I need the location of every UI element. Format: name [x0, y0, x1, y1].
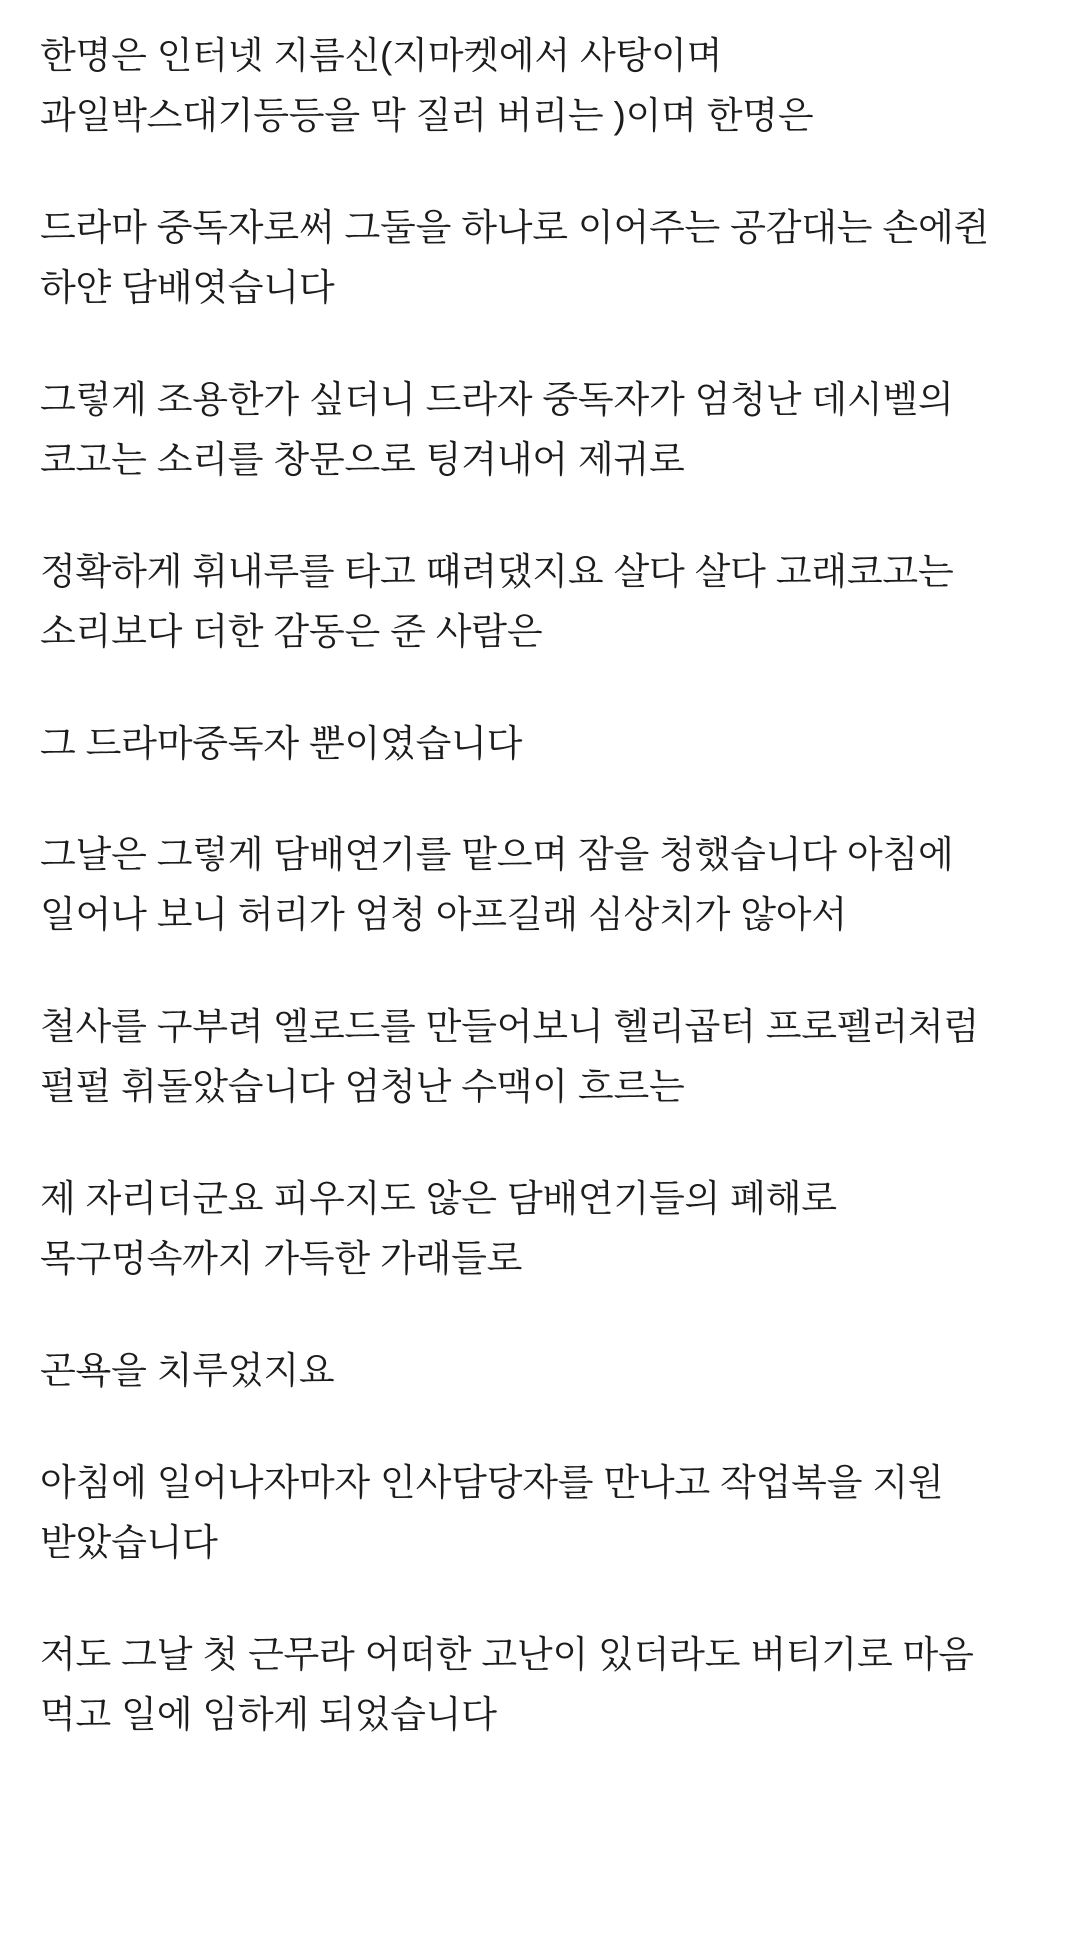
paragraph: 곤욕을 치루었지요 [40, 1350, 335, 1392]
paragraph: 그날은 그렇게 담배연기를 맡으며 잠을 청했습니다 아침에 일어나 보니 허리가 엄청 아프길래 심상치가 않아서 [40, 834, 964, 936]
paragraph: 드라마 중독자로써 그둘을 하나로 이어주는 공감대는 손에쥔 하얀 담배엿습니다 [40, 206, 1000, 308]
paragraph: 철사를 구부려 엘로드를 만들어보니 헬리곱터 프로펠러처럼 펄펄 휘돌았습니다 엄청난 수맥이 흐르는 [40, 1006, 990, 1108]
paragraph: 그 드라마중독자 뿐이였습니다 [40, 722, 523, 764]
paragraph: 그렇게 조용한가 싶더니 드라자 중독자가 엄청난 데시벨의 코고는 소리를 창문으로 팅겨내어 제귀로 [40, 378, 964, 480]
paragraph: 저도 그날 첫 근무라 어떠한 고난이 있더라도 버티기로 마음 먹고 일에 임하게 되었습니다 [40, 1633, 984, 1735]
paragraph: 아침에 일어나자마자 인사담당자를 만나고 작업복을 지원 받았습니다 [40, 1462, 954, 1563]
paragraph: 한명은 인터넷 지름신(지마켓에서 사탕이며 과일박스대기등등을 막 질러 버리는 )이며 한명은 [40, 35, 814, 136]
paragraph: 정확하게 휘내루를 타고 떄려댔지요 살다 살다 고래코고는 소리보다 더한 감동은 준 사람은 [40, 550, 964, 652]
paragraph: 제 자리더군요 피우지도 않은 담배연기들의 폐해로 목구멍속까지 가득한 가래들로 [40, 1178, 847, 1280]
